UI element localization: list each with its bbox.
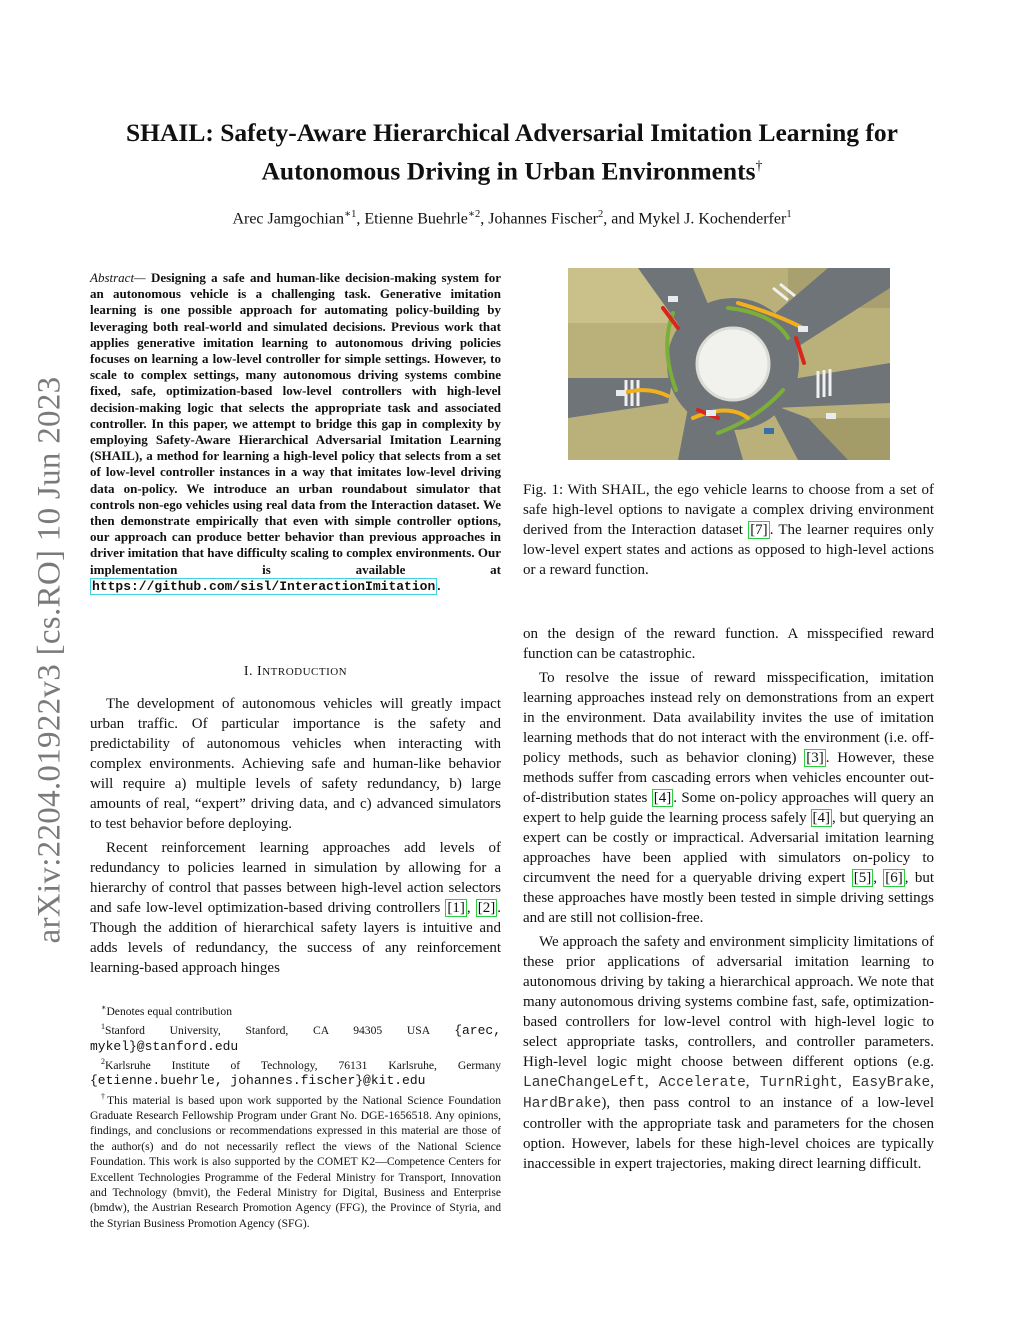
figure-caption [523, 480, 934, 580]
author-2: Etienne Buehrle [364, 210, 468, 228]
option-lane-change-left: LaneChangeLeft [523, 1075, 645, 1091]
footnote-kit [90, 1054, 501, 1089]
rp2-sep-3: , [838, 1074, 852, 1090]
rp2-sep-2: , [745, 1074, 760, 1090]
rp2-b: ), then pass control to an instance of a low-level controller with the appropriate task and parameters for the chosen option. However, labels for these high-level choices are typically inaccessible in expert trajectories, making direct learning difficult. [523, 1095, 934, 1172]
vehicle [706, 410, 716, 416]
intro-paragraph-1: The development of autonomous vehicles will greatly impact urban traffic. Of particular importance is the safety and predictability of autonomous vehicles when interacting with complex environments. Achieving safe and human-like behavior will require a) multiple levels of safety redundancy, b) large amounts of real, “expert” driving data, and c) advanced simulators to test behavior before deploying. [90, 696, 501, 832]
right-paragraph-2 [523, 932, 934, 1174]
option-easy-brake: EasyBrake [851, 1075, 931, 1091]
cite-3[interactable]: [3] [806, 750, 824, 766]
footnote-equal [90, 1000, 501, 1019]
author-1: Arec Jamgochian [232, 210, 344, 228]
rp1-c: . Some on-policy approaches will query an expert to help guide the learning process safely [523, 790, 934, 826]
cite-6[interactable]: [6] [885, 870, 903, 886]
cite-4[interactable]: [4] [653, 790, 672, 806]
author-4: and Mykel J. Kochenderfer [611, 210, 787, 228]
author-1-sup: ∗1 [343, 209, 357, 220]
section-title-rest: NTRODUCTION [262, 666, 348, 678]
rp2-sep-4: , [930, 1074, 935, 1090]
right-paragraph-0: on the design of the reward function. A misspecified reward function can be catastrophic. [523, 626, 934, 662]
title-dagger: † [755, 159, 763, 174]
footnote-1-text: Stanford University, Stanford, CA 94305 USA [105, 1024, 455, 1038]
cite-7[interactable]: [7] [750, 522, 768, 538]
github-link[interactable]: https://github.com/sisl/InteractionImitation [92, 578, 436, 594]
right-column-body [523, 624, 934, 1174]
footnote-3-mark: † [101, 1091, 108, 1101]
vehicle [616, 390, 626, 396]
right-paragraph-1 [523, 668, 934, 928]
footnote-1-mark: 1 [101, 1022, 105, 1032]
title-line-1: SHAIL: Safety-Aware Hierarchical Adversarial Imitation Learning for [126, 118, 898, 147]
rp1-f: , but these approaches have mostly been tested in simple driving settings and are still not collision-free. [523, 870, 934, 926]
abstract [90, 270, 501, 595]
footnote-3-text: This material is based upon work supported by the National Science Foundation Graduate Research Fellowship Program under Grant No. DGE-1656518. Any opinions, findings, and conclusions or recommendations expressed in this material are those of the author(s) and do not necessarily reflect the views of the National Science Foundation. This work is also supported by the COMET K2—Competence Centers for Excellent Technologies Programme of the Federal Ministry for Transport, Innovation and Technology (bmvit), the Federal Ministry for Digital, Business and Enterprise (bmdw), the Austrian Research Promotion Agency (FFG), the Province of Styria, and the Styrian Business Promotion Agency (SFG). [90, 1093, 502, 1230]
roundabout-aerial-image [568, 268, 890, 460]
vehicle [798, 326, 808, 332]
arxiv-stamp-text: arXiv:2204.01922v3 [cs.RO] 10 Jun 2023 [31, 376, 68, 944]
intro-body [90, 694, 501, 978]
abstract-text: Designing a safe and human-like decision-making system for an autonomous vehicle is a challenging task. Generative imitation learning is one possible approach for automating policy-building by leveraging both real-world and simulated decisions. Previous work that applies generative imitation learning to autonomous driving policies focuses on learning a low-level controller for simple settings. However, to scale to complex settings, many autonomous driving systems combine fixed, safe, optimization-based low-level controllers with high-level decision-making logic that selects the appropriate task and associated controller. In this paper, we attempt to bridge this gap in complexity by employing Safety-Aware Hierarchical Adversarial Imitation Learning (SHAIL), a method for learning a high-level policy that selects from a set of low-level controller instances in a way that imitates low-level driving data on-policy. We introduce an urban roundabout simulator that controls non-ego vehicles using real data from the Interaction dataset. We then demonstrate empirically that even with simple controller options, our approach can produce better behavior than previous approaches in driver imitation that have difficulty scaling to complex environments. Our implementation is available at [90, 270, 501, 577]
footnotes [90, 1000, 501, 1231]
rp1-a: To resolve the issue of reward misspecification, imitation learning approaches instead rely on demonstrations from an expert in the environment. Data availability invites the use of imitation learning methods that do not interact with the environment (i.e. off-policy methods, such as behavior cloning) [523, 670, 934, 766]
author-3-sup: 2 [598, 209, 604, 220]
option-accelerate: Accelerate [658, 1075, 746, 1091]
cite-5[interactable]: [5] [853, 870, 872, 886]
intro-paragraph-2 [90, 838, 501, 978]
section-heading-introduction [90, 664, 501, 680]
author-4-sup: 1 [786, 209, 792, 220]
author-2-sup: ∗2 [467, 209, 481, 220]
paper-title [90, 116, 934, 189]
abstract-label: Abstract— [90, 270, 146, 285]
rp1-sep: , [873, 870, 884, 886]
vehicle [826, 413, 836, 419]
section-initial: I [257, 664, 263, 679]
footnote-1-email: {arec, mykel}@stanford.edu [90, 1023, 501, 1054]
footnote-2-text: Karlsruhe Institute of Technology, 76131 Karlsruhe, Germany [105, 1058, 501, 1072]
option-turn-right: TurnRight [759, 1075, 839, 1091]
vehicle [668, 296, 678, 302]
rp2-sep-1: , [644, 1074, 659, 1090]
roundabout-figure [568, 268, 890, 460]
caption-text-a: Fig. 1: With SHAIL, the ego vehicle learns to choose from a set of safe high-level options to navigate a complex driving environment derived from the Interaction dataset [523, 482, 934, 538]
rp2-a: We approach the safety and environment simplicity limitations of these prior applications of adversarial imitation learning to autonomous driving by taking a hierarchical approach. We note that many autonomous driving systems combine fast, safe, optimization-based controllers for low-level control with high-level logic to select appropriate tasks, controllers, and controller parameters. High-level logic might choose between different options (e.g. [523, 934, 934, 1070]
intro-p2-sep: , [466, 900, 476, 916]
intro-p2-text-c: . Though the addition of hierarchical safety layers is intuitive and adds levels of redundancy, the success of any reinforcement learning-based approach hinges [90, 900, 501, 976]
rp1-d: , but querying an expert can be costly or impractical. Adversarial imitation learning approaches have been applied with simulators on-policy to circumvent the need for a queryable driving expert [523, 810, 934, 886]
vehicle [764, 428, 774, 434]
footnote-2-email: {etienne.buehrle, johannes.fischer}@kit.edu [90, 1073, 426, 1089]
title-line-2: Autonomous Driving in Urban Environments [261, 156, 756, 186]
author-3: Johannes Fischer [488, 210, 599, 228]
caption-text-b: . The learner requires only low-level expert states and actions as opposed to high-level actions or a reward function. [523, 522, 934, 578]
footnote-funding [90, 1089, 501, 1232]
footnote-0-text: Denotes equal contribution [106, 1004, 233, 1018]
cite-2[interactable]: [2] [477, 900, 496, 916]
arxiv-stamp [26, 360, 74, 960]
footnote-2-mark: 2 [101, 1056, 105, 1066]
section-number: I. [243, 664, 258, 679]
rp1-b: . However, these methods suffer from cascading errors when vehicles encounter out-of-distribution states [523, 750, 934, 806]
author-list: Arec Jamgochian$^{∗1}$, Etienne Buehrle$^{∗2}$, Johannes Fischer$^2$, and Mykel J. Kochenderfer$^1$ [232, 209, 792, 228]
cite-1[interactable]: [1] [447, 900, 465, 916]
intro-p2-text-a: Recent reinforcement learning approaches add levels of redundancy to policies learned in simulation by allowing for a hierarchy of control that passes between high-level action selectors and safe low-level optimization-based driving controllers [90, 840, 501, 916]
abstract-end: . [437, 577, 441, 593]
footnote-stanford [90, 1019, 501, 1054]
cite-4-repeat[interactable]: [4] [812, 810, 830, 826]
footnote-0-mark: ∗ [101, 1003, 107, 1012]
option-hard-brake: HardBrake [523, 1096, 602, 1112]
